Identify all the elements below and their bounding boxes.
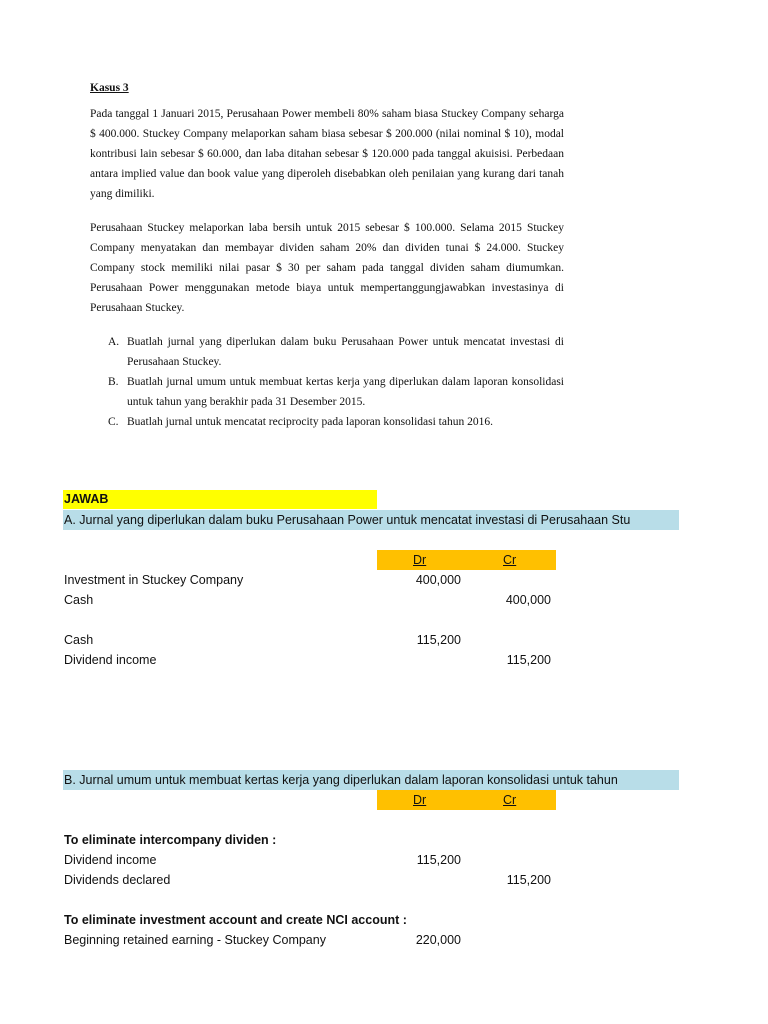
cr-header: Cr [503, 553, 517, 567]
journal-row [63, 850, 563, 870]
journal-heading [63, 910, 563, 930]
debit-amount: 115,200 [416, 853, 461, 867]
debit-amount: 115,200 [416, 633, 461, 647]
cr-header: Cr [503, 793, 517, 807]
credit-amount: 115,200 [506, 653, 551, 667]
case-title: Kasus 3 [90, 82, 129, 94]
task-marker: C. [108, 416, 119, 428]
heading-text: To eliminate investment account and create NCI account : [64, 913, 407, 927]
account-name: Dividend income [64, 653, 157, 667]
section-b-column-header [377, 790, 556, 810]
section-b-title: B. Jurnal umum untuk membuat kertas kerja yang diperlukan dalam laporan konsolidasi untuk tahun [63, 770, 679, 790]
section-a-column-header [377, 550, 556, 570]
journal-row [63, 930, 563, 950]
case-paragraph-1: Pada tanggal 1 Januari 2015, Perusahaan Power membeli 80% saham biasa Stuckey Company seharga $ 400.000. Stuckey Company melaporkan saham biasa sebesar $ 200.000 (nilai nominal $ 10), modal kontribusi lain sebesar $ 60.000, dan laba ditahan sebesar $ 120.000 pada tanggal akuisisi. Perbedaan antara implied value dan book value yang diperoleh disebabkan oleh penilaian yang kurang dari tanah yang dimiliki. [90, 108, 564, 200]
credit-amount: 400,000 [505, 593, 551, 607]
credit-amount: 115,200 [506, 873, 551, 887]
section-a-title: A. Jurnal yang diperlukan dalam buku Perusahaan Power untuk mencatat investasi di Perusahaan Stu [63, 510, 679, 530]
journal-heading [63, 830, 563, 850]
account-name: Dividend income [64, 853, 157, 867]
journal-row [63, 630, 563, 650]
heading-text: To eliminate intercompany dividen : [64, 833, 277, 847]
account-name: Beginning retained earning - Stuckey Company [64, 933, 326, 947]
task-marker: B. [108, 376, 119, 388]
journal-row [63, 650, 563, 670]
account-name: Dividends declared [64, 873, 171, 887]
account-name: Investment in Stuckey Company [64, 573, 244, 587]
task-marker: A. [108, 336, 120, 348]
journal-row [63, 590, 563, 610]
task-text: Buatlah jurnal umum untuk membuat kertas kerja yang diperlukan dalam laporan konsolidasi untuk tahun yang berakhir pada 31 Desember 2015. [127, 376, 564, 408]
account-name: Cash [64, 593, 94, 607]
account-name: Cash [64, 633, 94, 647]
task-text: Buatlah jurnal untuk mencatat reciprocity pada laporan konsolidasi tahun 2016. [127, 416, 493, 428]
debit-amount: 400,000 [415, 573, 461, 587]
case-paragraph-2: Perusahaan Stuckey melaporkan laba bersih untuk 2015 sebesar $ 100.000. Selama 2015 Stuckey Company menyatakan dan membayar dividen saham 20% dan dividen tunai $ 24.000. Stuckey Company stock memiliki nilai pasar $ 30 per saham pada tanggal dividen saham diumumkan. Perusahaan Power menggunakan metode biaya untuk mempertanggungjawabkan investasinya di Perusahaan Stuckey. [90, 222, 564, 314]
task-text: Buatlah jurnal yang diperlukan dalam buku Perusahaan Power untuk mencatat investasi di Perusahaan Stuckey. [127, 336, 564, 368]
dr-header: Dr [413, 553, 427, 567]
dr-header: Dr [413, 793, 427, 807]
answer-label: JAWAB [63, 490, 377, 509]
journal-row [63, 570, 563, 590]
journal-row [63, 870, 563, 890]
debit-amount: 220,000 [415, 933, 461, 947]
